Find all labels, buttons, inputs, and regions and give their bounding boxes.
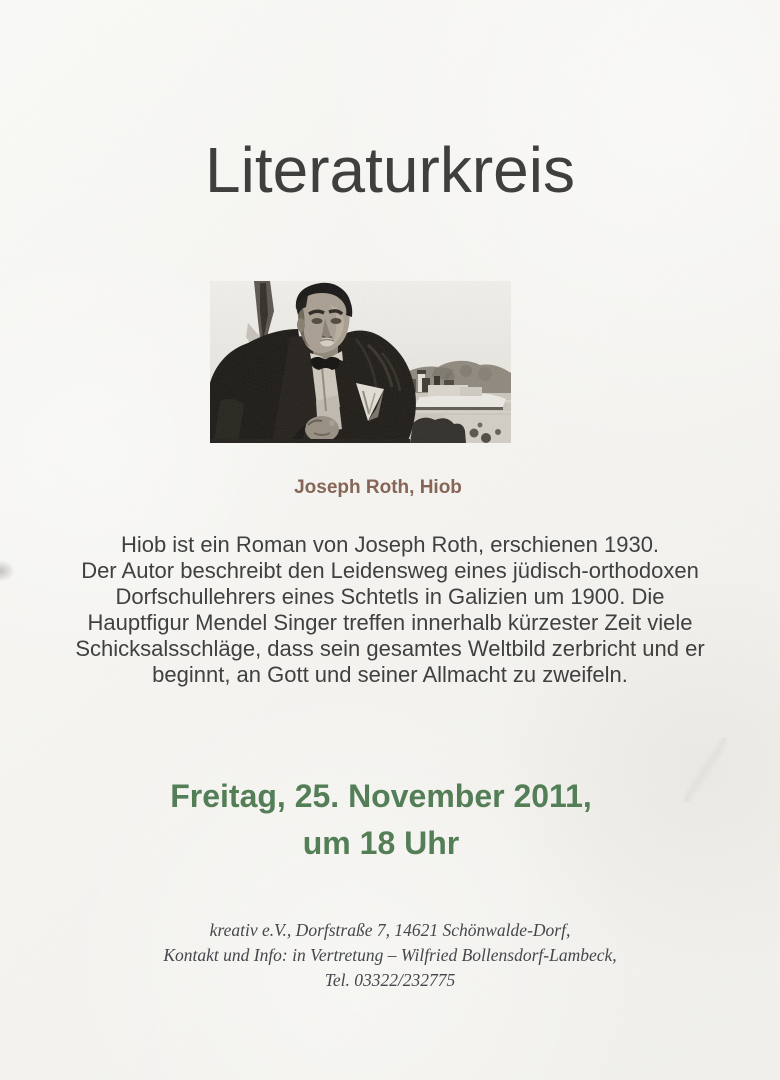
photo-caption: Joseph Roth, Hiob: [294, 477, 462, 498]
description-line: beginnt, an Gott und seiner Allmacht zu zweifeln.: [152, 662, 628, 687]
description-line: Hauptfigur Mendel Singer treffen innerhalb kürzester Zeit viele: [87, 610, 693, 635]
book-description: [0, 532, 780, 688]
contact-line-phone: Tel. 03322/232775: [324, 970, 456, 990]
event-date-line2: um 18 Uhr: [302, 825, 460, 861]
photo-grain-overlay: [210, 281, 511, 443]
description-line: Schicksalsschläge, dass sein gesamtes Weltbild zerbricht und er: [75, 636, 705, 661]
contact-line-person: Kontakt und Info: in Vertretung – Wilfried Bollensdorf-Lambeck,: [163, 945, 617, 965]
event-date-line1: Freitag, 25. November 2011,: [170, 778, 592, 814]
page-title: Literaturkreis: [205, 134, 575, 206]
description-line: Dorfschullehrers eines Schtetls in Galizien um 1900. Die: [115, 584, 665, 609]
joseph-roth-photo: [210, 281, 511, 443]
scan-artifact-smudge: [0, 560, 15, 582]
contact-line-address: kreativ e.V., Dorfstraße 7, 14621 Schönwalde-Dorf,: [209, 920, 571, 940]
contact-info: [0, 918, 780, 993]
joseph-roth-photo-illustration: [210, 281, 511, 443]
description-line: Der Autor beschreibt den Leidensweg eines jüdisch-orthodoxen: [81, 558, 699, 583]
description-line: Hiob ist ein Roman von Joseph Roth, erschienen 1930.: [120, 532, 660, 557]
event-date: [0, 773, 771, 867]
